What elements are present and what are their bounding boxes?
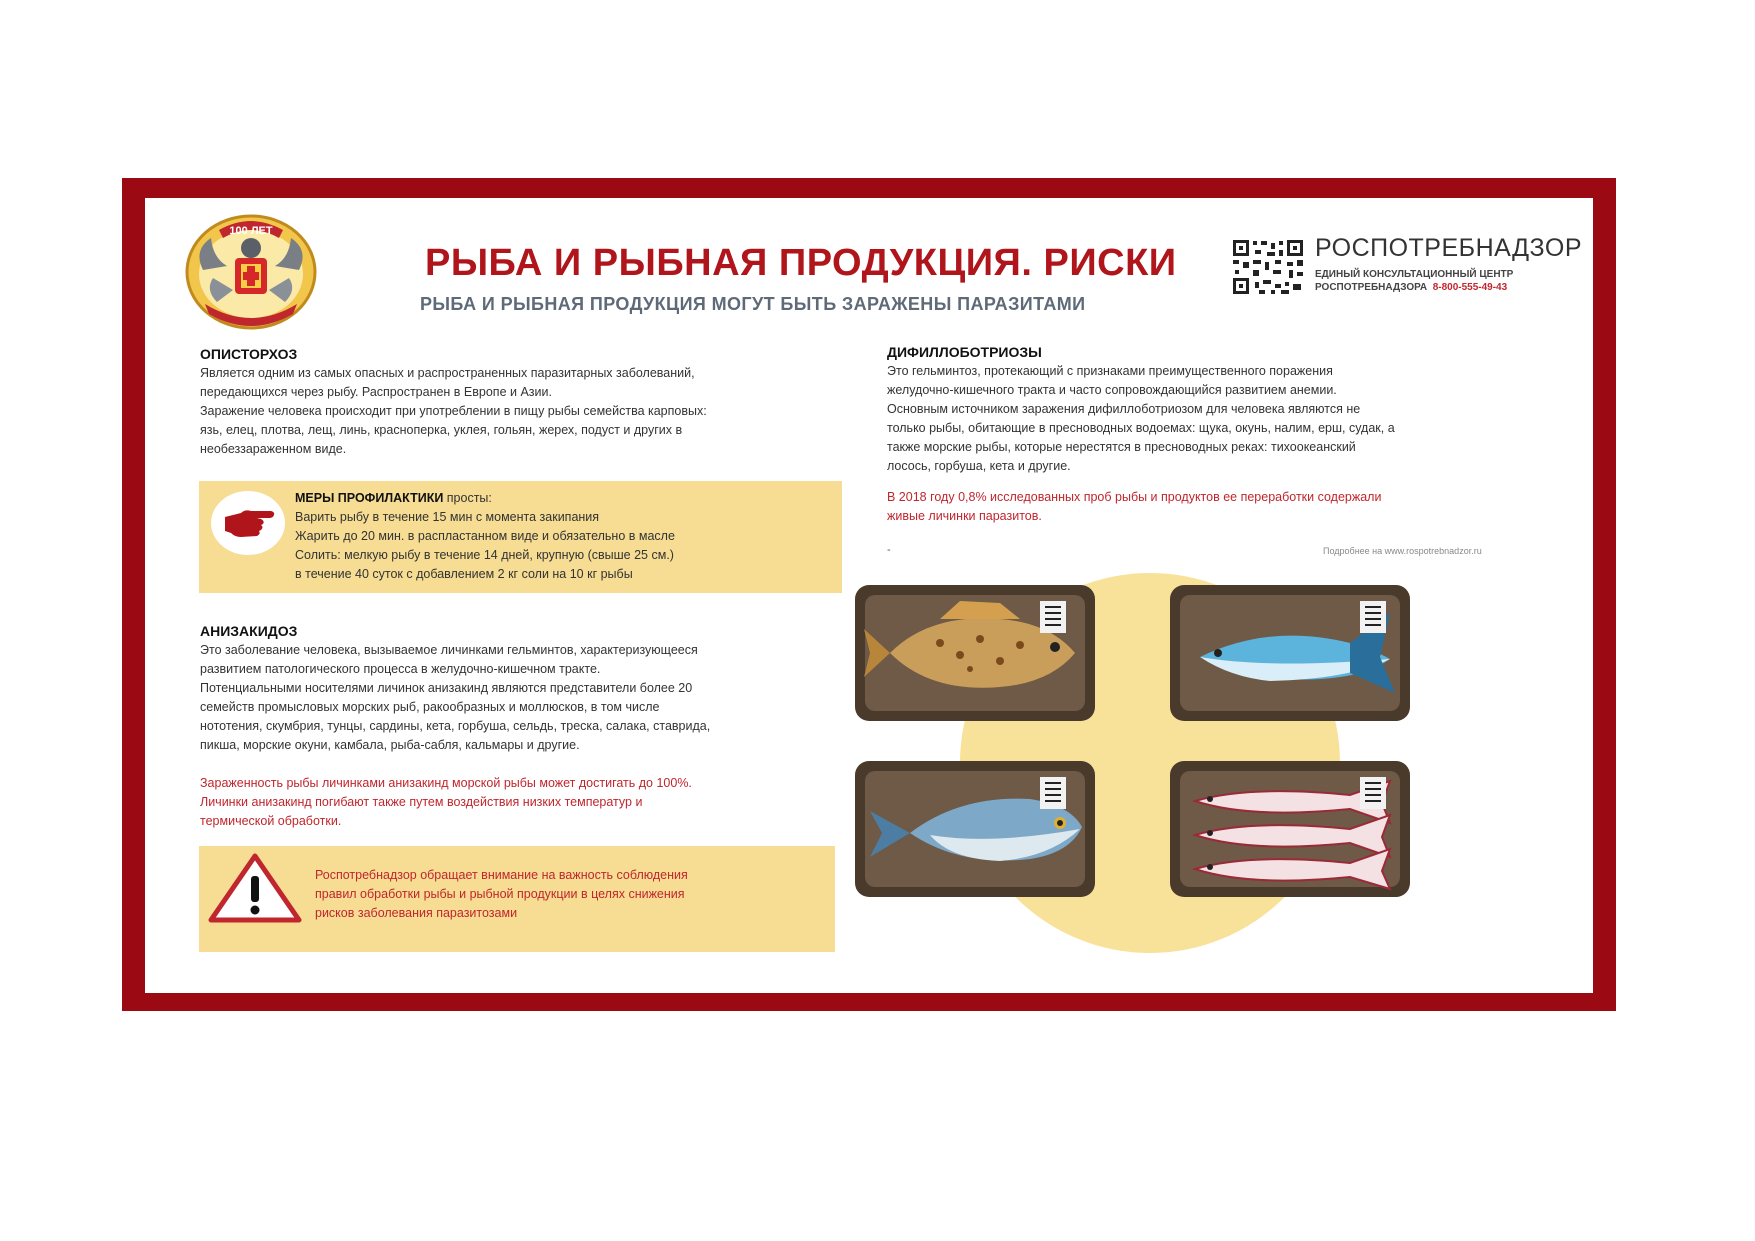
anisakiasis-line: семейств промысловых морских рыб, ракообразных и моллюсков, в том числе: [200, 700, 660, 714]
prevention-line: Варить рыбу в течение 15 мин с момента закипания: [295, 510, 600, 524]
diphyllobothriasis-heading: ДИФИЛЛОБОТРИОЗЫ: [887, 344, 1042, 360]
diphyllobothriasis-line: желудочно-кишечного тракта и часто сопровождающийся развитием анемии.: [887, 383, 1337, 397]
fish-tray-3: [855, 761, 1095, 897]
prevention-title: МЕРЫ ПРОФИЛАКТИКИ: [295, 491, 444, 505]
warning-line: правил обработки рыбы и рыбной продукции в целях снижения: [315, 887, 685, 901]
diphyllobothriasis-red-line: живые личинки паразитов.: [887, 509, 1042, 523]
anisakiasis-heading: АНИЗАКИДОЗ: [200, 623, 298, 639]
opisthorchiasis-text: [200, 364, 840, 459]
fish-tray-2: [1170, 585, 1410, 721]
anisakiasis-line: пикша, морские окуни, камбала, рыба-сабля, кальмары и другие.: [200, 738, 580, 752]
diphyllobothriasis-red-line: В 2018 году 0,8% исследованных проб рыбы и продуктов ее переработки содержали: [887, 490, 1382, 504]
anisakiasis-red-line: Личинки анизакинд погибают также путем воздействия низких температур и: [200, 795, 643, 809]
more-info-link[interactable]: Подробнее на www.rospotrebnadzor.ru: [1323, 546, 1482, 556]
anisakiasis-line: Потенциальными носителями личинок анизакинд являются представители более 20: [200, 681, 693, 695]
anisakiasis-line: развитием патологического процесса в желудочно-кишечном тракте.: [200, 662, 601, 676]
prevention-line: Жарить до 20 мин. в распластанном виде и обязательно в масле: [295, 529, 675, 543]
anisakiasis-red-line: Зараженность рыбы личинками анизакинд морской рыбы может достигать до 100%.: [200, 776, 692, 790]
emblem-text: 100 ЛЕТ: [229, 225, 273, 237]
poster-title: РЫБА И РЫБНАЯ ПРОДУКЦИЯ. РИСКИ: [425, 242, 1177, 284]
opisthorchiasis-line: Является одним из самых опасных и распространенных паразитарных заболеваний,: [200, 366, 695, 380]
center-line-1: ЕДИНЫЙ КОНСУЛЬТАЦИОННЫЙ ЦЕНТР: [1315, 269, 1514, 280]
opisthorchiasis-line: язь, елец, плотва, лещ, линь, красноперка, уклея, гольян, жерех, подуст и других в: [200, 423, 683, 437]
prevention-title-row: [295, 489, 675, 508]
pointing-hand-icon: [211, 491, 285, 555]
prevention-title-suffix: просты:: [443, 491, 492, 505]
anisakiasis-red-line: термической обработки.: [200, 814, 342, 828]
fish-tray-4: [1170, 761, 1410, 897]
fish-illustration: [850, 573, 1460, 953]
dash: -: [887, 544, 891, 556]
diphyllobothriasis-line: лосось, горбуша, кета и другие.: [887, 459, 1071, 473]
diphyllobothriasis-line: также морские рыбы, которые нерестятся в пресноводных реках: тихоокеанский: [887, 440, 1356, 454]
center-line-2: [1315, 281, 1513, 294]
anisakiasis-text: [200, 641, 860, 755]
opisthorchiasis-line: передающихся через рыбу. Распространен в Европе и Азии.: [200, 385, 552, 399]
hand-circle: [211, 491, 285, 555]
diphyllobothriasis-line: Основным источником заражения дифиллоботриозом для человека являются не: [887, 402, 1361, 416]
opisthorchiasis-heading: ОПИСТОРХОЗ: [200, 346, 298, 362]
qr-code-icon: [1231, 238, 1305, 296]
prevention-line: Солить: мелкую рыбу в течение 14 дней, крупную (свыше 25 см.): [295, 548, 674, 562]
warning-text: [315, 866, 688, 923]
diphyllobothriasis-line: Это гельминтоз, протекающий с признаками преимущественного поражения: [887, 364, 1333, 378]
warning-panel: [199, 846, 835, 952]
center-line-2-text: РОСПОТРЕБНАДЗОРА: [1315, 282, 1428, 293]
brand-name: РОСПОТРЕБНАДЗОР: [1315, 234, 1582, 262]
poster-frame: [122, 178, 1616, 1011]
prevention-line: в течение 40 суток с добавлением 2 кг соли на 10 кг рыбы: [295, 567, 633, 581]
emblem-icon: [183, 210, 319, 330]
warning-triangle-icon: [207, 852, 303, 924]
anisakiasis-line: нототения, скумбрия, тунцы, сардины, кета, горбуша, сельдь, треска, салака, ставрида,: [200, 719, 711, 733]
prevention-panel: [199, 481, 842, 593]
diphyllobothriasis-stat: [887, 488, 1577, 526]
warning-line: рисков заболевания паразитозами: [315, 906, 518, 920]
diphyllobothriasis-text: [887, 362, 1577, 476]
consultation-center: [1315, 268, 1513, 294]
opisthorchiasis-line: Заражение человека происходит при употреблении в пищу рыбы семейства карповых:: [200, 404, 707, 418]
poster-subtitle: РЫБА И РЫБНАЯ ПРОДУКЦИЯ МОГУТ БЫТЬ ЗАРАЖЕНЫ ПАРАЗИТАМИ: [420, 294, 1086, 314]
diphyllobothriasis-line: только рыбы, обитающие в пресноводных водоемах: щука, окунь, налим, ерш, судак, а: [887, 421, 1395, 435]
poster-content: [145, 198, 1593, 993]
center-phone: 8-800-555-49-43: [1432, 282, 1508, 293]
prevention-text: [295, 489, 675, 584]
fish-tray-1: [855, 585, 1095, 721]
anisakiasis-line: Это заболевание человека, вызываемое личинками гельминтов, характеризующееся: [200, 643, 698, 657]
warning-line: Роспотребнадзор обращает внимание на важность соблюдения: [315, 868, 688, 882]
opisthorchiasis-line: необеззараженном виде.: [200, 442, 347, 456]
anisakiasis-warning-text: [200, 774, 860, 831]
